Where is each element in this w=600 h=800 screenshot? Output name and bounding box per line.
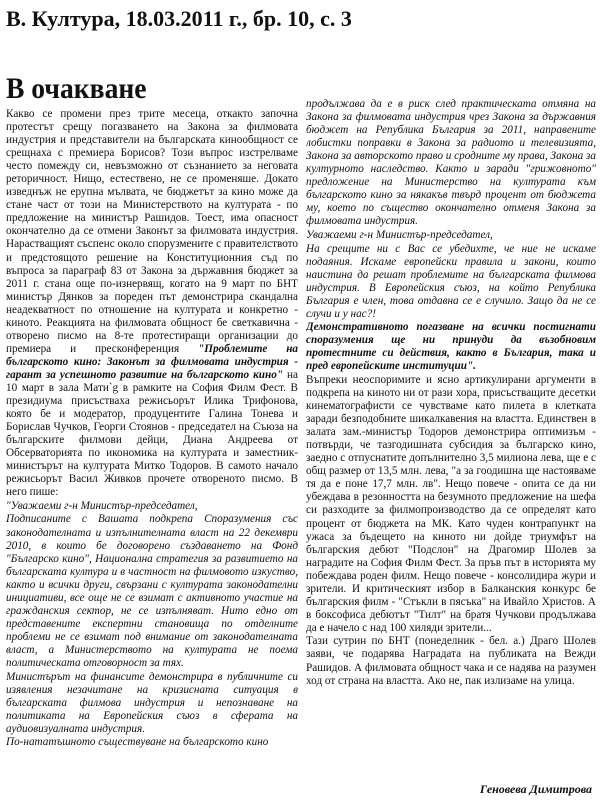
letter-closing: Демонстративното погазване на всички постигнати споразумения ще ни принуди да възобновим протестните си действия, както в България, така и пред европейските институции". xyxy=(306,321,596,373)
letter-paragraph: Министърът на финансите демонстрира в публичните си изявления незачитане на кризисната ситуация в българската филмова индустрия и непознаване на политиката на Европейския съюз в сферата на аудиовизуалната индустрия. xyxy=(6,670,298,735)
letter-salutation: "Уважаеми г-н Министър-председател, xyxy=(6,499,198,512)
column-left xyxy=(6,108,298,798)
conference-title: "Проблемите на българското кино: Законът за филмовата индустрия - гарант за успешното развитие на българското кино" xyxy=(6,342,298,381)
paragraph: Какво се промени през трите месеца, откакто започна протестът срещу погазването на Закона за филмовата индустрия и представители на българската кинообщност се срещнаха с премиера Борисов? Този въпрос изстрелваме често помежду си, невъзможно от съзнанието за неговата реторичност. Нищо, естествено, не се променяше. Докато изведнъж не ерупна мълвата, че бюджетът за кино може да стане част от този на Министерството на културата - по предложение на министър Рашидов. Тоест, има опасност окончателно да се отмени Законът за филмовата индустрия. Нарастващият съспенс около спорузмените с правителството и предстоящото решение на Конституционния съд по въпроса за параграф 83 от Закона за държавния бюджет за 2011 г. стана още по-изнервящ, когато на 9 март по БНТ министър Дянков за пореден път демонстрира скандална неадекватност по отношение на културата и конкретно - киното. Реакцията на филмовата общност бе светкавична - отворено писмо на 8-те протестиращи организации до премиера и пресконференция "Проблемите на българското кино: Законът за филмовата индустрия - гарант за успешното развитие на българското кино" на 10 март в зала Мати`g в рамките на София Филм Фест. В президиума присъстваха режисьорът Илика Трифонова, която бе и модератор, продуцентите Галина Тонева и Борислав Чучков, Георги Стоянов - председател на Съюза на българските филмови дейци, Диана Андреева от Обсерваторията по икономика на културата и заместник-министърът на културата Митко Тодоров. В самото начало режисьорът Васил Живков прочете отвореното писмо. В него пише: xyxy=(6,108,298,499)
article-headline: В очакване xyxy=(6,72,147,105)
letter-paragraph: На срещите ни с Вас се убедихте, че ние не искаме подаяния. Искаме европейски правила и закони, които наистина да решат проблемите на българската филмова индустрия. В Европейския съюз, на който Република България е член, това отдавна се е случило. Защо да не се случи и у нас?! xyxy=(306,242,596,320)
letter-salutation: Уважаеми г-н Министър-председател, xyxy=(306,228,493,241)
letter-paragraph: Подписаните с Вашата подкрепа Споразумения със законодателната и изпълнителната власт на 22 декември 2010, в които бе договорено създаването на Фонд "Българско кино", Национална стратегия за развитието на българската култура и в частност на филмовото изкуство, както и всички други, свързани с културата законодателни инициативи, все още не се взимат с активното участие на гражданския сектор, не се изпълняват. Нито едно от представените експертни становища по отделните проблеми не се взимат под внимание от законодателната власт, а Министерството на културата не поема политическата отговорност за тях. xyxy=(6,513,298,669)
letter-paragraph: По-нататъшното съществуване на българското кино xyxy=(6,736,269,749)
column-right xyxy=(306,98,596,798)
author-signature: Геновева Димитрова xyxy=(479,782,592,796)
paragraph: Въпреки неоспоримите и ясно артикулирани аргументи в подкрепа на киното ни от рази хора, присъстващите десетки кинематографисти се чувстваме като пилета в клетката заради безподобните шикалкавения на властта. Единствен в залата зам.-министър Тодоров демонстрира оптимизъм - потвърди, че тазгодишната субсидия за българско кино, заедно с отпуснатите допълнително 3,5 милиона лева, ще е с общ размер от 13,5 млн. лева, "а за гоодишна ще настояваме тя да е поне 17,7 млн. лв". Нещо повече - опита се да ни убеждава в резонността на безумното предложение на шефа си разходите за филмопроизводство да се определят като процент от бюджета на МК. Като чуден контрапункт на ужаса за бъдещето на киното ни дойде триумфът на българския дебют "Подслон" на Драгомир Шолев за наградите на София Филм Фест. За пръв път в историята му побеждава роден филм. Нещо повече - консолидира жури и зрители. И критическият избор в Балканския конкурс бе българския филм - "Стъкли в пясъка" на Ивайло Христов. А в боксофиса дебютът "Тилт" на братя Чучкови продължава да е начело с над 100 хиляди зрители... xyxy=(306,373,596,634)
letter-paragraph: продължава да е в риск след практическата отмяна на Закона за филмовата индустрия чрез Закона за държавния бюджет на Република България за 2011, направените лобистки поправки в Закона за радиото и телевизията, Закона за авторското право и сродните му права, Закона за културното наследство. Както и заради "грижовното" предложение на Министерство на културата към българското кино за някакъв твърд процент от бюджета му, което по същество окончателно отменя Закона за филмовата индустрия. xyxy=(306,98,596,228)
source-line: В. Култура, 18.03.2011 г., бр. 10, с. 3 xyxy=(6,6,352,31)
paragraph: Тази сутрин по БНТ (понеделник - бел. а.) Драго Шолев заяви, че подарява Наградата на публиката на Вежди Рашидов. А филмовата общност чака и се надява на разумен ход от страна на властта. Ако не, пак излизаме на улица. xyxy=(306,635,596,687)
